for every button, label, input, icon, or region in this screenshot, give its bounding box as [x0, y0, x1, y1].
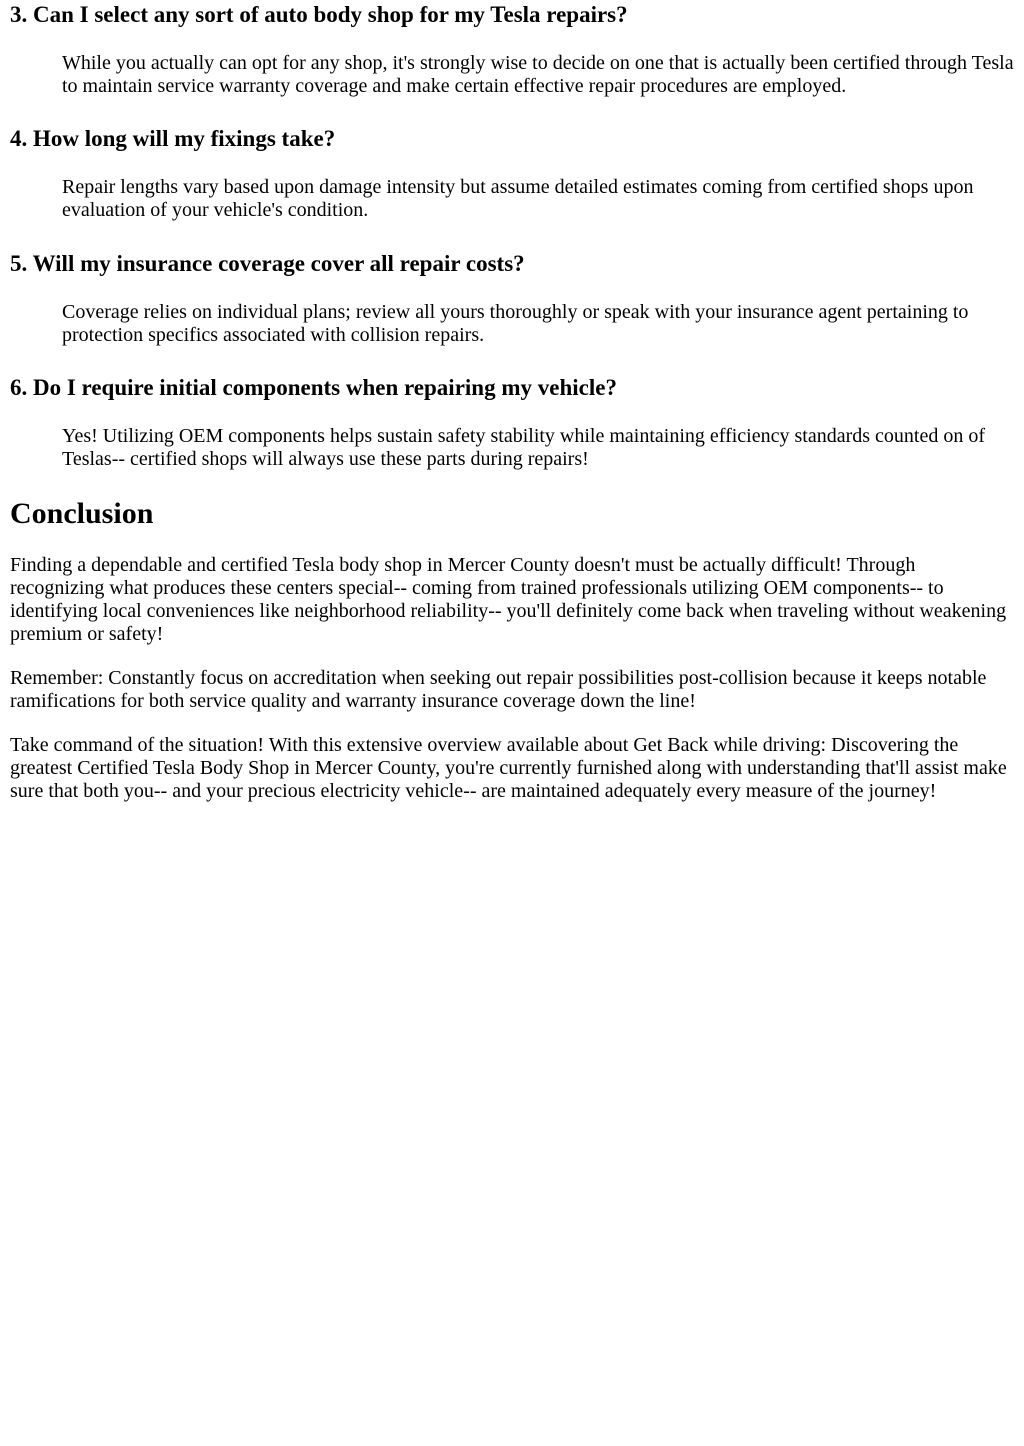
faq-question: 5. Will my insurance coverage cover all repair costs?	[10, 251, 525, 276]
faq-question: 4. How long will my fixings take?	[10, 126, 336, 151]
conclusion-paragraph: Remember: Constantly focus on accreditation when seeking out repair possibilities post-collision because it keeps notable ramifications for both service quality and warranty insurance coverage down the line!	[10, 667, 987, 712]
faq-item	[10, 373, 1014, 471]
faq-answer: Repair lengths vary based upon damage intensity but assume detailed estimates coming from certified shops upon evaluation of your vehicle's condition.	[62, 176, 974, 221]
faq-question: 6. Do I require initial components when repairing my vehicle?	[10, 375, 617, 400]
faq-item	[10, 249, 1014, 347]
faq-list	[10, 0, 1014, 471]
faq-item	[10, 0, 1014, 98]
faq-answer: Coverage relies on individual plans; review all yours thoroughly or speak with your insurance agent pertaining to protection specifics associated with collision repairs.	[62, 301, 969, 346]
conclusion-section	[10, 497, 1014, 803]
faq-answer: While you actually can opt for any shop, it's strongly wise to decide on one that is actually been certified through Tesla to maintain service warranty coverage and make certain effective repair procedures are employed.	[62, 52, 1014, 97]
faq-question: 3. Can I select any sort of auto body shop for my Tesla repairs?	[10, 2, 628, 27]
conclusion-heading: Conclusion	[10, 497, 154, 530]
conclusion-paragraph: Finding a dependable and certified Tesla body shop in Mercer County doesn't must be actually difficult! Through recognizing what produces these centers special-- coming from trained professionals utilizing OEM components-- to identifying local conveniences like neighborhood reliability-- you'll definitely come back when traveling without weakening premium or safety!	[10, 554, 1007, 645]
faq-answer: Yes! Utilizing OEM components helps sustain safety stability while maintaining efficiency standards counted on of Teslas-- certified shops will always use these parts during repairs!	[62, 425, 985, 470]
faq-item	[10, 124, 1014, 222]
conclusion-paragraph: Take command of the situation! With this extensive overview available about Get Back while driving: Discovering the greatest Certified Tesla Body Shop in Mercer County, you're currently furnished along with understanding that'll assist make sure that both you-- and your precious electricity vehicle-- are maintained adequately every measure of the journey!	[10, 734, 1007, 802]
